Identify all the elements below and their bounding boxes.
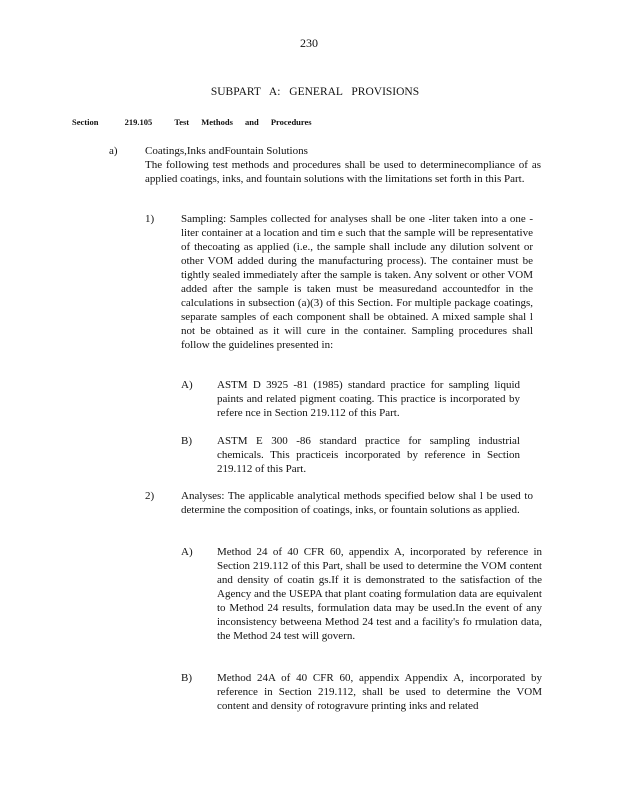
item-a-heading: Coatings,Inks andFountain Solutions	[145, 145, 308, 157]
item-2b-text: Method 24A of 40 CFR 60, appendix Appendix A, incorporated by reference in Section 219.112, shall be used to determine the VOM content and density of rotogravure printing inks and related	[217, 672, 542, 712]
item-a-body	[145, 144, 541, 186]
item-2-text: Analyses: The applicable analytical methods specified below shal l be used to determine the composition of coatings, inks, or fountain solutions as applied.	[181, 490, 533, 516]
item-1-text: Sampling: Samples collected for analyses shall be one -liter taken into a one -liter container at a location and tim e such that the sample will be representative of thecoating as applied (i.e., the sample shall include any dilution solvent or other VOM added during the manufacturing process). The container must be tightly sealed immediately after the sample is taken. Any solvent or other VOM added after the sample is taken must be measuredand accountedfor in the calculations in subsection (a)(3) of this Section. For multiple package coatings, separate samples of each component shall be obtained. A mixed sample shal l not be obtained as it will cure in the container. Sampling procedures shall follow the guidelines presented in:	[181, 213, 533, 351]
section-number: 219.105	[124, 117, 153, 127]
item-2a-text: Method 24 of 40 CFR 60, appendix A, incorporated by reference in Section 219.112 of this Part, shall be used to determine the VOM content and density of coatin gs.If it is demonstrated to the satisfaction of the Agency and the USEPA that plant coating formulation data are equivalent to Method 24 results, formulation data may be used.In the event of any inconsistency betweena Method 24 test and a facility's fo rmulation data, the Method 24 test will govern.	[217, 546, 542, 642]
item-2-marker: 2)	[145, 490, 155, 502]
section-label: Section	[72, 117, 99, 127]
item-a-marker: a)	[109, 145, 118, 157]
section-title: Test Methods and Procedures	[174, 117, 312, 127]
item-2b-marker: B)	[181, 672, 192, 684]
item-a-text: The following test methods and procedures shall be used to determinecompliance of as applied coatings, inks, and fountain solutions with the limitations set forth in this Part.	[145, 159, 541, 185]
item-1a-marker: A)	[181, 379, 193, 391]
item-2a-marker: A)	[181, 546, 193, 558]
item-1a-text: ASTM D 3925 -81 (1985) standard practice for sampling liquid paints and related pigment coating. This practice is incorporated by refere nce in Section 219.112 of this Part.	[217, 379, 520, 419]
page-number: 230	[300, 36, 318, 50]
item-1b-text: ASTM E 300 -86 standard practice for sampling industrial chemicals. This practiceis incorporated by reference in Section 219.112 of this Part.	[217, 435, 520, 475]
section-heading	[72, 117, 312, 127]
item-1b-marker: B)	[181, 435, 192, 447]
subpart-title: SUBPART A: GENERAL PROVISIONS	[210, 86, 420, 98]
item-1-marker: 1)	[145, 213, 155, 225]
